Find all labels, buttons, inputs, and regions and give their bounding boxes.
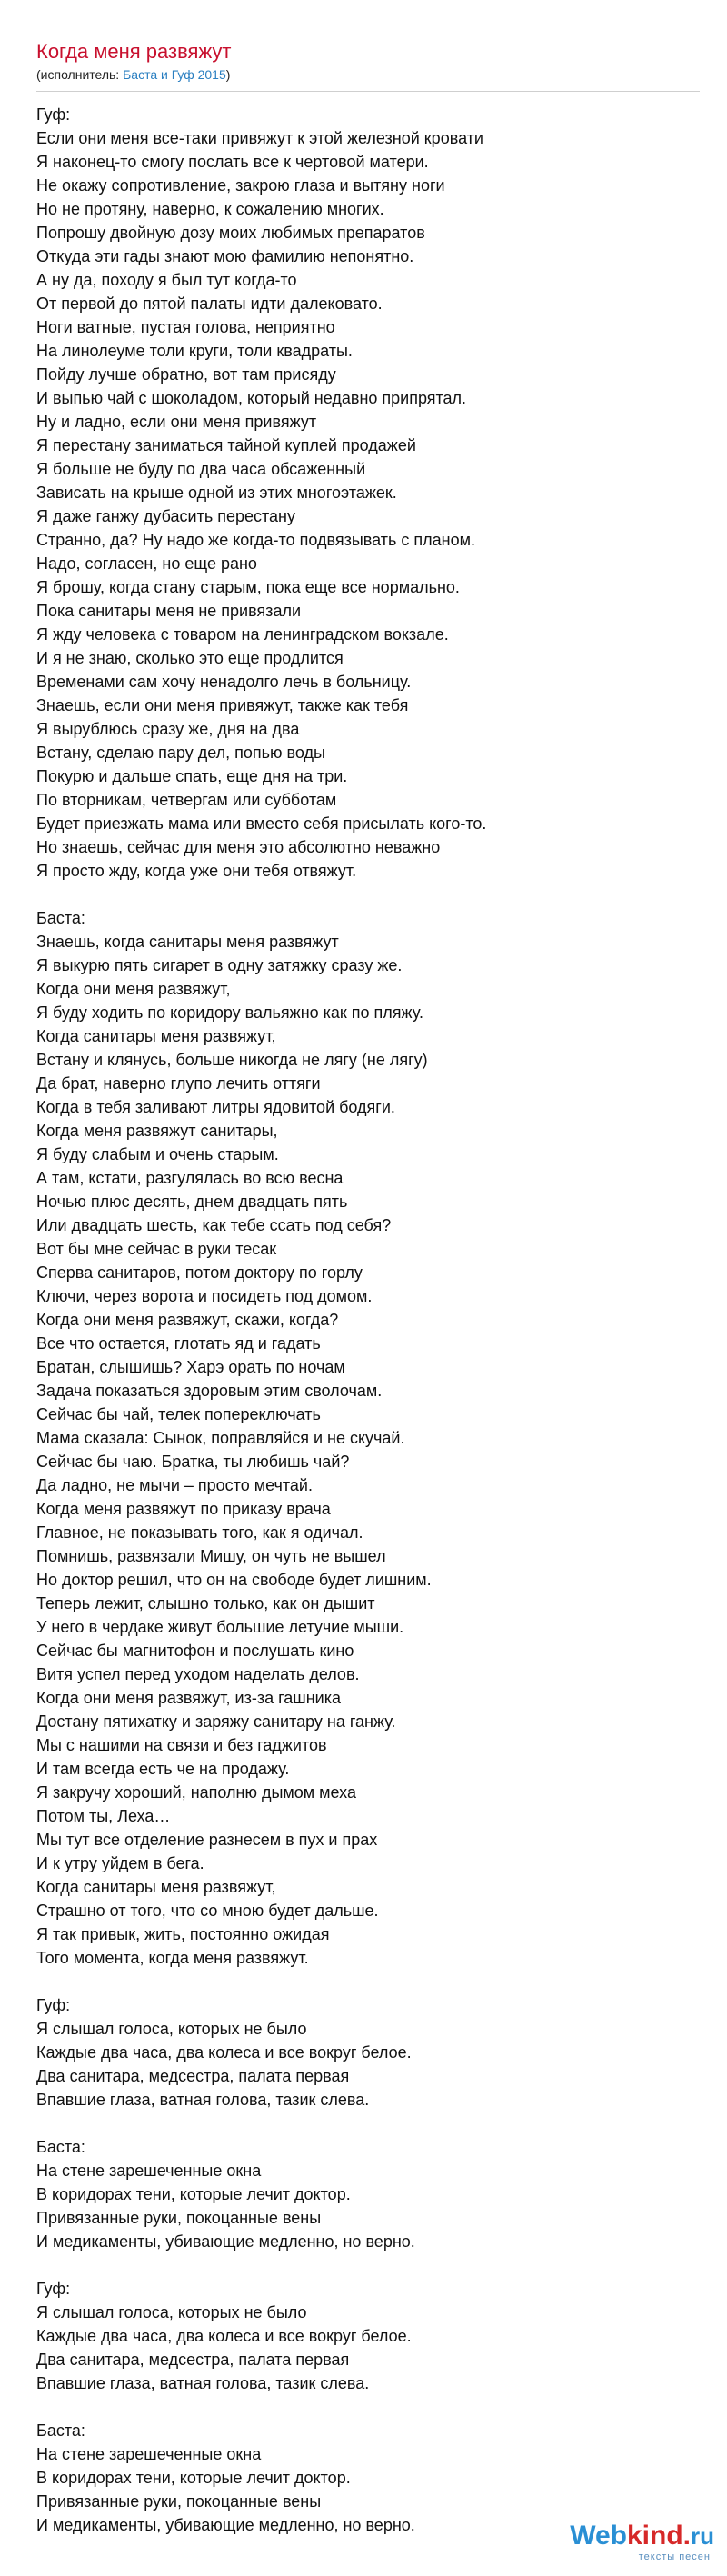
- lyric-line: Ключи, через ворота и посидеть под домом.: [36, 1287, 373, 1305]
- lyric-line: Я брошу, когда стану старым, пока еще все нормально.: [36, 578, 460, 596]
- lyric-line: И медикаменты, убивающие медленно, но верно.: [36, 2516, 415, 2534]
- lyric-line: Я жду человека с товаром на ленинградском вокзале.: [36, 625, 449, 644]
- lyric-line: Да ладно, не мычи – просто мечтай.: [36, 1476, 313, 1494]
- lyric-line: Откуда эти гады знают мою фамилию непонятно.: [36, 247, 414, 265]
- lyric-line: У него в чердаке живут большие летучие мыши.: [36, 1618, 404, 1636]
- lyric-line: Задача показаться здоровым этим сволочам.: [36, 1382, 383, 1400]
- lyric-line: Я просто жду, когда уже они тебя отвяжут.: [36, 862, 357, 880]
- lyric-line: От первой до пятой палаты идти далековато.: [36, 295, 383, 313]
- lyric-line: Привязанные руки, покоцанные вены: [36, 2492, 322, 2511]
- lyric-line: Покурю и дальше спать, еще дня на три.: [36, 767, 348, 785]
- logo-dot: .: [682, 2521, 691, 2551]
- lyric-line: Я вырублюсь сразу же, дня на два: [36, 720, 300, 738]
- lyric-line: Потом ты, Леха…: [36, 1807, 171, 1825]
- lyric-line: Пойду лучше обратно, вот там присяду: [36, 365, 336, 384]
- lyric-line: Когда они меня развяжут, скажи, когда?: [36, 1311, 339, 1329]
- lyric-line: Встану, сделаю пару дел, попью воды: [36, 744, 325, 762]
- lyric-line: Но не протяну, наверно, к сожалению многих.: [36, 200, 384, 218]
- performer-label: Гуф:: [36, 1996, 71, 2014]
- lyric-line: И медикаменты, убивающие медленно, но верно.: [36, 2232, 415, 2251]
- lyric-line: Ноги ватные, пустая голова, неприятно: [36, 318, 335, 336]
- lyric-line: Знаешь, когда санитары меня развяжут: [36, 933, 339, 951]
- logo-wordmark: [533, 2521, 714, 2551]
- lyric-line: Вот бы мне сейчас в руки тесак: [36, 1240, 277, 1258]
- lyric-line: Помнишь, развязали Мишу, он чуть не вышел: [36, 1547, 386, 1565]
- lyrics-stanza: [36, 2419, 709, 2537]
- lyric-line: В коридорах тени, которые лечит доктор.: [36, 2469, 351, 2487]
- lyrics-stanza: [36, 2135, 709, 2253]
- performer-label: Баста:: [36, 2421, 85, 2440]
- artist-suffix: ): [225, 67, 231, 82]
- lyric-line: А там, кстати, разгулялась во всю весна: [36, 1169, 344, 1187]
- logo-part-web: Web: [570, 2521, 627, 2551]
- performer-label: Баста:: [36, 2138, 85, 2156]
- lyric-line: Зависать на крыше одной из этих многоэтажек.: [36, 484, 397, 502]
- artist-line: [36, 65, 709, 84]
- lyric-line: На линолеуме толи круги, толи квадраты.: [36, 342, 353, 360]
- lyric-line: Сейчас бы магнитофон и послушать кино: [36, 1642, 354, 1660]
- lyric-line: Каждые два часа, два колеса и все вокруг белое.: [36, 2043, 412, 2062]
- lyric-line: И выпью чай с шоколадом, который недавно припрятал.: [36, 389, 467, 407]
- lyric-line: Попрошу двойную дозу моих любимых препаратов: [36, 224, 425, 242]
- lyrics-stanza: [36, 1993, 709, 2112]
- lyric-line: И я не знаю, сколько это еще продлится: [36, 649, 344, 667]
- lyric-line: Если они меня все-таки привяжут к этой железной кровати: [36, 129, 483, 147]
- lyric-line: Ночью плюс десять, днем двадцать пять: [36, 1193, 348, 1211]
- artist-prefix: (исполнитель:: [36, 67, 124, 82]
- lyric-line: Я даже ганжу дубасить перестану: [36, 507, 295, 525]
- lyric-line: Достану пятихатку и заряжу санитару на ганжу.: [36, 1712, 396, 1731]
- lyric-line: Витя успел перед уходом наделать делов.: [36, 1665, 360, 1683]
- lyric-line: И там всегда есть че на продажу.: [36, 1760, 290, 1778]
- lyric-line: Я буду ходить по коридору вальяжно как по пляжу.: [36, 1003, 423, 1022]
- lyric-line: Я слышал голоса, которых не было: [36, 2020, 307, 2038]
- lyric-line: Я так привык, жить, постоянно ожидая: [36, 1925, 330, 1943]
- logo-tld: ru: [691, 2522, 714, 2550]
- lyric-line: Когда они меня развяжут,: [36, 980, 231, 998]
- logo-part-kind: kind: [626, 2521, 683, 2551]
- lyric-line: Каждые два часа, два колеса и все вокруг белое.: [36, 2327, 412, 2345]
- lyric-line: Пока санитары меня не привязали: [36, 602, 302, 620]
- lyric-line: На стене зарешеченные окна: [36, 2445, 262, 2463]
- lyric-line: Когда меня развяжут санитары,: [36, 1122, 278, 1140]
- lyric-line: И к утру уйдем в бега.: [36, 1854, 204, 1872]
- lyric-line: Я буду слабым и очень старым.: [36, 1145, 279, 1163]
- lyric-line: Два санитара, медсестра, палата первая: [36, 2067, 350, 2085]
- lyric-line: По вторникам, четвергам или субботам: [36, 791, 337, 809]
- lyric-line: Главное, не показывать того, как я одичал.: [36, 1523, 364, 1542]
- lyric-line: Того момента, когда меня развяжут.: [36, 1949, 309, 1967]
- lyrics-stanza: [36, 103, 709, 883]
- lyric-line: Когда санитары меня развяжут,: [36, 1878, 276, 1896]
- lyrics-body: [36, 103, 709, 2537]
- lyric-line: Когда в тебя заливают литры ядовитой бодяги.: [36, 1098, 395, 1116]
- lyric-line: Временами сам хочу ненадолго лечь в больницу.: [36, 673, 412, 691]
- lyric-line: Или двадцать шесть, как тебе ссать под себя?: [36, 1216, 392, 1234]
- lyric-line: Я больше не буду по два часа обсаженный: [36, 460, 366, 478]
- lyric-line: Будет приезжать мама или вместо себя присылать кого-то.: [36, 814, 487, 833]
- lyric-line: Два санитара, медсестра, палата первая: [36, 2351, 350, 2369]
- lyric-line: Когда меня развяжут по приказу врача: [36, 1500, 331, 1518]
- lyric-line: Когда они меня развяжут, из-за гашника: [36, 1689, 341, 1707]
- lyric-line: Я выкурю пять сигарет в одну затяжку сразу же.: [36, 956, 403, 974]
- lyric-line: Я наконец-то смогу послать все к чертовой матери.: [36, 153, 429, 171]
- lyric-line: Надо, согласен, но еще рано: [36, 554, 257, 573]
- performer-label: Гуф:: [36, 105, 71, 124]
- lyric-line: Знаешь, если они меня привяжут, также как тебя: [36, 696, 409, 714]
- lyric-line: Я перестану заниматься тайной куплей продажей: [36, 436, 416, 454]
- lyric-line: Да брат, наверно глупо лечить оттяги: [36, 1074, 321, 1093]
- song-title: Когда меня развяжут: [36, 40, 232, 63]
- lyric-line: На стене зарешеченные окна: [36, 2162, 262, 2180]
- webkind-logo[interactable]: [533, 2521, 714, 2563]
- lyric-line: Мы с нашими на связи и без гаджитов: [36, 1736, 327, 1754]
- title-divider: [36, 91, 700, 92]
- lyric-line: Сейчас бы чай, телек попереключать: [36, 1405, 321, 1423]
- lyric-line: Теперь лежит, слышно только, как он дышит: [36, 1594, 375, 1612]
- lyric-line: Встану и клянусь, больше никогда не лягу (не лягу): [36, 1051, 428, 1069]
- lyric-line: Впавшие глаза, ватная голова, тазик слева.: [36, 2091, 370, 2109]
- lyric-line: Но доктор решил, что он на свободе будет лишним.: [36, 1571, 432, 1589]
- lyric-line: Мама сказала: Сынок, поправляйся и не скучай.: [36, 1429, 405, 1447]
- lyrics-stanza: [36, 906, 709, 1970]
- lyric-line: Когда санитары меня развяжут,: [36, 1027, 276, 1045]
- lyric-line: Все что остается, глотать яд и гадать: [36, 1334, 321, 1353]
- lyric-line: Страшно от того, что со мною будет дальше.: [36, 1902, 379, 1920]
- lyric-line: Но знаешь, сейчас для меня это абсолютно неважно: [36, 838, 441, 856]
- lyric-line: Ну и ладно, если они меня привяжут: [36, 413, 317, 431]
- lyric-line: А ну да, походу я был тут когда-то: [36, 271, 297, 289]
- lyric-line: Странно, да? Ну надо же когда-то подвязывать с планом.: [36, 531, 475, 549]
- lyric-line: В коридорах тени, которые лечит доктор.: [36, 2185, 351, 2203]
- lyric-line: Не окажу сопротивление, закрою глаза и вытяну ноги: [36, 176, 445, 195]
- lyric-line: Я слышал голоса, которых не было: [36, 2303, 307, 2321]
- lyric-line: Мы тут все отделение разнесем в пух и прах: [36, 1831, 378, 1849]
- artist-link[interactable]: Баста и Гуф 2015: [123, 67, 226, 82]
- lyric-line: Привязанные руки, покоцанные вены: [36, 2209, 322, 2227]
- performer-label: Баста:: [36, 909, 85, 927]
- logo-tagline: тексты песен: [638, 2551, 711, 2562]
- lyric-line: Я закручу хороший, наполню дымом меха: [36, 1783, 356, 1802]
- lyrics-stanza: [36, 2277, 709, 2395]
- performer-label: Гуф:: [36, 2280, 71, 2298]
- lyric-line: Братан, слышишь? Харэ орать по ночам: [36, 1358, 345, 1376]
- lyric-line: Сейчас бы чаю. Братка, ты любишь чай?: [36, 1453, 350, 1471]
- lyric-line: Впавшие глаза, ватная голова, тазик слева.: [36, 2374, 370, 2392]
- lyrics-page: [36, 0, 709, 2561]
- lyric-line: Сперва санитаров, потом доктору по горлу: [36, 1263, 363, 1282]
